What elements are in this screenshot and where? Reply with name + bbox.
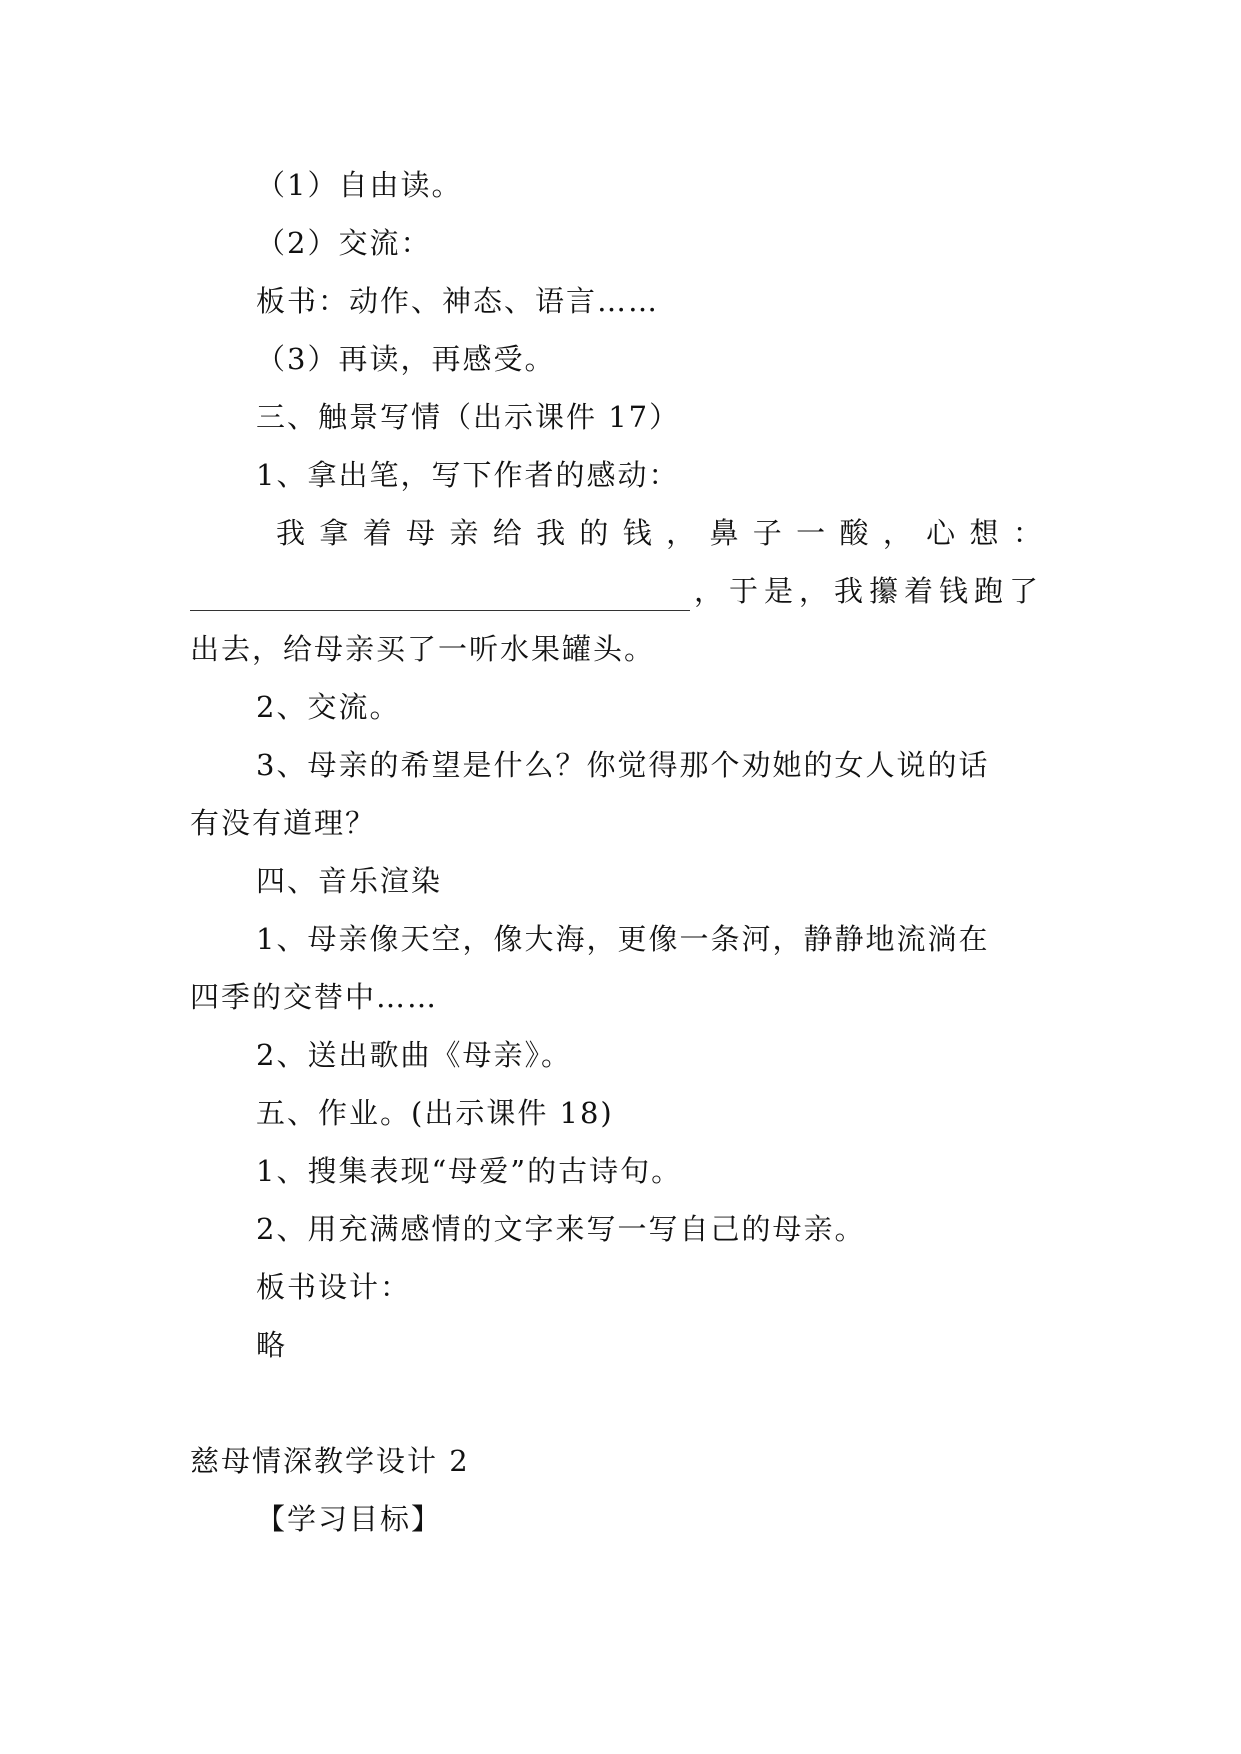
text-line: （2）交流： [256,226,432,260]
char: 心 [926,516,958,550]
char: 鼻 [709,516,741,550]
char: 一 [796,516,828,550]
text-line: 2、送出歌曲《母亲》。 [256,1038,572,1072]
char: ： [1012,516,1044,550]
document-title: 慈母情深教学设计 2 [190,1444,470,1478]
text-line: 出去，给母亲买了一听水果罐头。 [190,632,656,666]
text-line: （3）再读，再感受。 [256,342,556,376]
char: 酸 [839,516,871,550]
char: 我 [276,516,308,550]
text-line: 2、交流。 [256,690,401,724]
text-line: ，于是，我攥着钱跑了 [693,574,1044,608]
char: 拿 [319,516,351,550]
text-line: 板书：动作、神态、语言…… [256,284,660,318]
section-heading: 五、作业。(出示课件 18) [256,1096,614,1130]
text-line: 板书设计： [256,1270,412,1304]
section-heading: 四、音乐渲染 [256,864,443,898]
char: 给 [492,516,524,550]
fill-in-blank [190,584,690,611]
char: 想 [969,516,1001,550]
text-line: （1）自由读。 [256,168,463,202]
char: 子 [752,516,784,550]
text-line: 略 [256,1328,288,1362]
justified-text-line [276,513,1044,553]
char: ， [882,516,914,550]
text-line: 四季的交替中…… [190,980,439,1014]
char: 的 [579,516,611,550]
char: ， [666,516,698,550]
char: 母 [406,516,438,550]
section-heading: 【学习目标】 [256,1502,443,1536]
text-line: 有没有道理？ [190,806,377,840]
char: 我 [536,516,568,550]
fill-in-line [190,571,1044,611]
char: 钱 [622,516,654,550]
text-line: 2、用充满感情的文字来写一写自己的母亲。 [256,1212,866,1246]
char: 亲 [449,516,481,550]
text-line: 1、拿出笔，写下作者的感动： [256,458,680,492]
text-line: 3、母亲的希望是什么？你觉得那个劝她的女人说的话 [256,748,990,782]
char: 着 [362,516,394,550]
text-line: 1、搜集表现“母爱”的古诗句。 [256,1154,683,1188]
section-heading: 三、触景写情（出示课件 17） [256,400,681,434]
text-line: 1、母亲像天空，像大海，更像一条河，静静地流淌在 [256,922,990,956]
